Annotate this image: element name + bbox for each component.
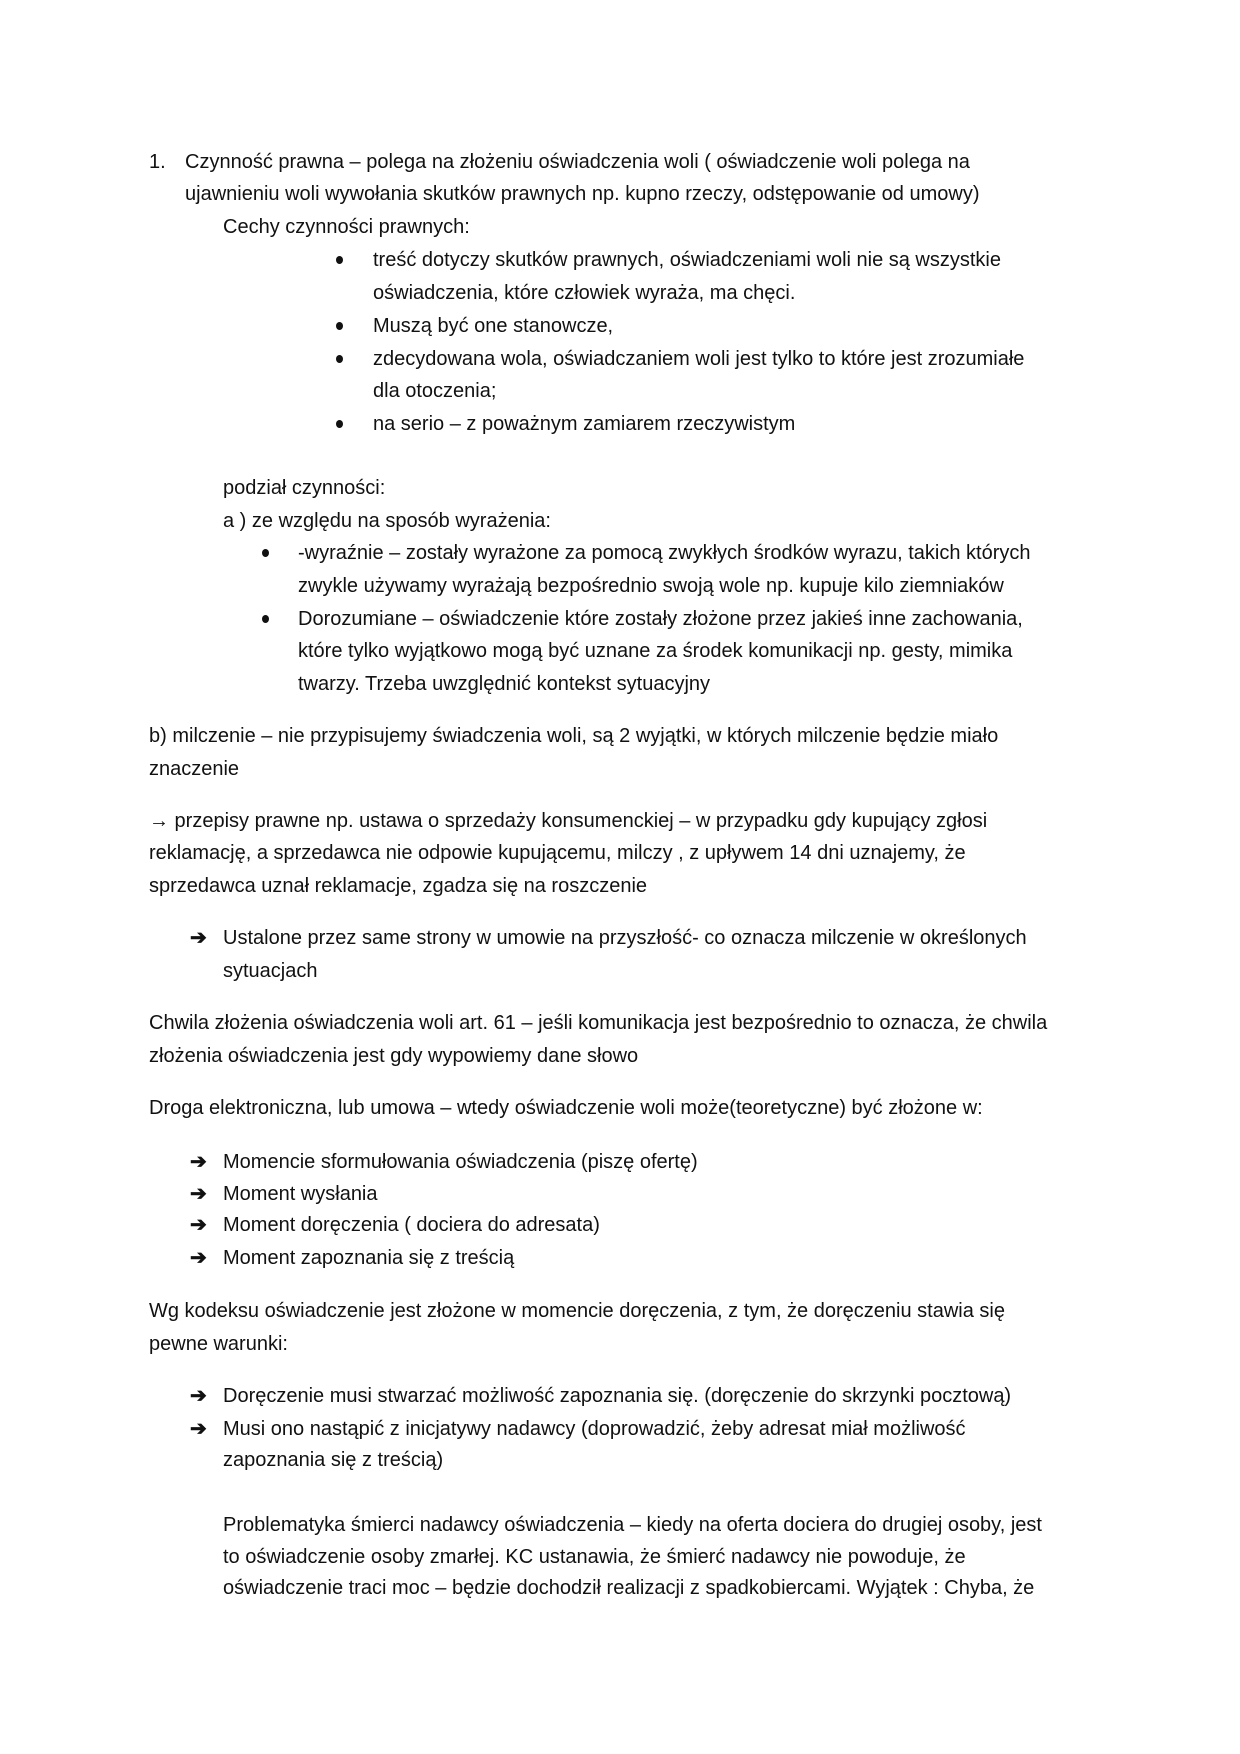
list-number: 1. xyxy=(149,151,166,173)
list-item: Doręczenie musi stwarzać możliwość zapoznania się. (doręczenie do skrzynki pocztową) xyxy=(223,1385,1012,1407)
arrow-bullet-icon: ➔ xyxy=(190,1385,207,1407)
paragraph-line: Czynność prawna – polega na złożeniu oświadczenia woli ( oświadczenie woli polega na xyxy=(185,151,970,173)
list-item: Moment zapoznania się z treścią xyxy=(223,1247,515,1269)
list-item: dla otoczenia; xyxy=(373,380,497,402)
list-item: zapoznania się z treścią) xyxy=(223,1449,444,1471)
list-item: Dorozumiane – oświadczenie które zostały złożone przez jakieś inne zachowania, xyxy=(298,608,1023,630)
list-item: zwykle używamy wyrażają bezpośrednio swoją wole np. kupuje kilo ziemniaków xyxy=(298,575,1004,597)
paragraph-line: oświadczenie traci moc – będzie dochodził realizacji z spadkobiercami. Wyjątek : Chyba, że xyxy=(223,1577,1035,1599)
list-item: Muszą być one stanowcze, xyxy=(373,315,614,337)
bullet-icon xyxy=(262,549,269,557)
list-item: -wyraźnie – zostały wyrażone za pomocą zwykłych środków wyrazu, takich których xyxy=(298,542,1031,564)
paragraph-line: sprzedawca uznał reklamacje, zgadza się na roszczenie xyxy=(149,875,648,897)
arrow-bullet-icon: ➔ xyxy=(190,1151,207,1173)
arrow-bullet-icon: ➔ xyxy=(190,1183,207,1205)
arrow-bullet-icon: ➔ xyxy=(190,1418,207,1440)
paragraph-line: złożenia oświadczenia jest gdy wypowiemy dane słowo xyxy=(149,1045,639,1067)
list-item: które tylko wyjątkowo mogą być uznane za środek komunikacji np. gesty, mimika xyxy=(298,640,1013,662)
bullet-icon xyxy=(262,615,269,623)
arrow-bullet-icon: ➔ xyxy=(190,1214,207,1236)
bullet-icon xyxy=(336,322,343,330)
paragraph-line: Chwila złożenia oświadczenia woli art. 61 – jeśli komunikacja jest bezpośrednio to oznacza, że chwila xyxy=(149,1012,1048,1034)
list-item: Momencie sformułowania oświadczenia (piszę ofertę) xyxy=(223,1151,698,1173)
list-item: Musi ono nastąpić z inicjatywy nadawcy (doprowadzić, żeby adresat miał możliwość xyxy=(223,1418,966,1440)
section-heading: podział czynności: xyxy=(223,477,386,499)
paragraph-line: Droga elektroniczna, lub umowa – wtedy oświadczenie woli może(teoretyczne) być złożone w: xyxy=(149,1097,983,1119)
list-item: Moment wysłania xyxy=(223,1183,378,1205)
paragraph-line: → przepisy prawne np. ustawa o sprzedaży konsumenckiej – w przypadku gdy kupujący zgłosi xyxy=(149,810,988,832)
paragraph-line: ujawnieniu woli wywołania skutków prawnych np. kupno rzeczy, odstępowanie od umowy) xyxy=(185,183,980,205)
paragraph-line: b) milczenie – nie przypisujemy świadczenia woli, są 2 wyjątki, w których milczenie będzie miało xyxy=(149,725,999,747)
paragraph-line: Problematyka śmierci nadawcy oświadczenia – kiedy na oferta dociera do drugiej osoby, jest xyxy=(223,1514,1042,1536)
paragraph-line: reklamację, a sprzedawca nie odpowie kupującemu, milczy , z upływem 14 dni uznajemy, że xyxy=(149,842,966,864)
list-item: na serio – z poważnym zamiarem rzeczywistym xyxy=(373,413,796,435)
paragraph-line: to oświadczenie osoby zmarłej. KC ustanawia, że śmierć nadawcy nie powoduje, że xyxy=(223,1546,966,1568)
list-item: treść dotyczy skutków prawnych, oświadczeniami woli nie są wszystkie xyxy=(373,249,1001,271)
list-item: twarzy. Trzeba uwzględnić kontekst sytuacyjny xyxy=(298,673,711,695)
list-item: oświadczenia, które człowiek wyraża, ma chęci. xyxy=(373,282,796,304)
list-item: Ustalone przez same strony w umowie na przyszłość- co oznacza milczenie w określonych xyxy=(223,927,1027,949)
list-item: sytuacjach xyxy=(223,960,318,982)
bullet-icon xyxy=(336,355,343,363)
list-item: zdecydowana wola, oświadczaniem woli jest tylko to które jest zrozumiałe xyxy=(373,348,1025,370)
subsection-heading: a ) ze względu na sposób wyrażenia: xyxy=(223,510,551,532)
arrow-bullet-icon: ➔ xyxy=(190,927,207,949)
paragraph-line: pewne warunki: xyxy=(149,1333,288,1355)
paragraph-line: Wg kodeksu oświadczenie jest złożone w momencie doręczenia, z tym, że doręczeniu stawia się xyxy=(149,1300,1005,1322)
bullet-icon xyxy=(336,420,343,428)
paragraph-line: znaczenie xyxy=(149,758,240,780)
arrow-bullet-icon: ➔ xyxy=(190,1247,207,1269)
bullet-icon xyxy=(336,256,343,264)
list-item: Moment doręczenia ( dociera do adresata) xyxy=(223,1214,600,1236)
features-heading: Cechy czynności prawnych: xyxy=(223,216,470,238)
